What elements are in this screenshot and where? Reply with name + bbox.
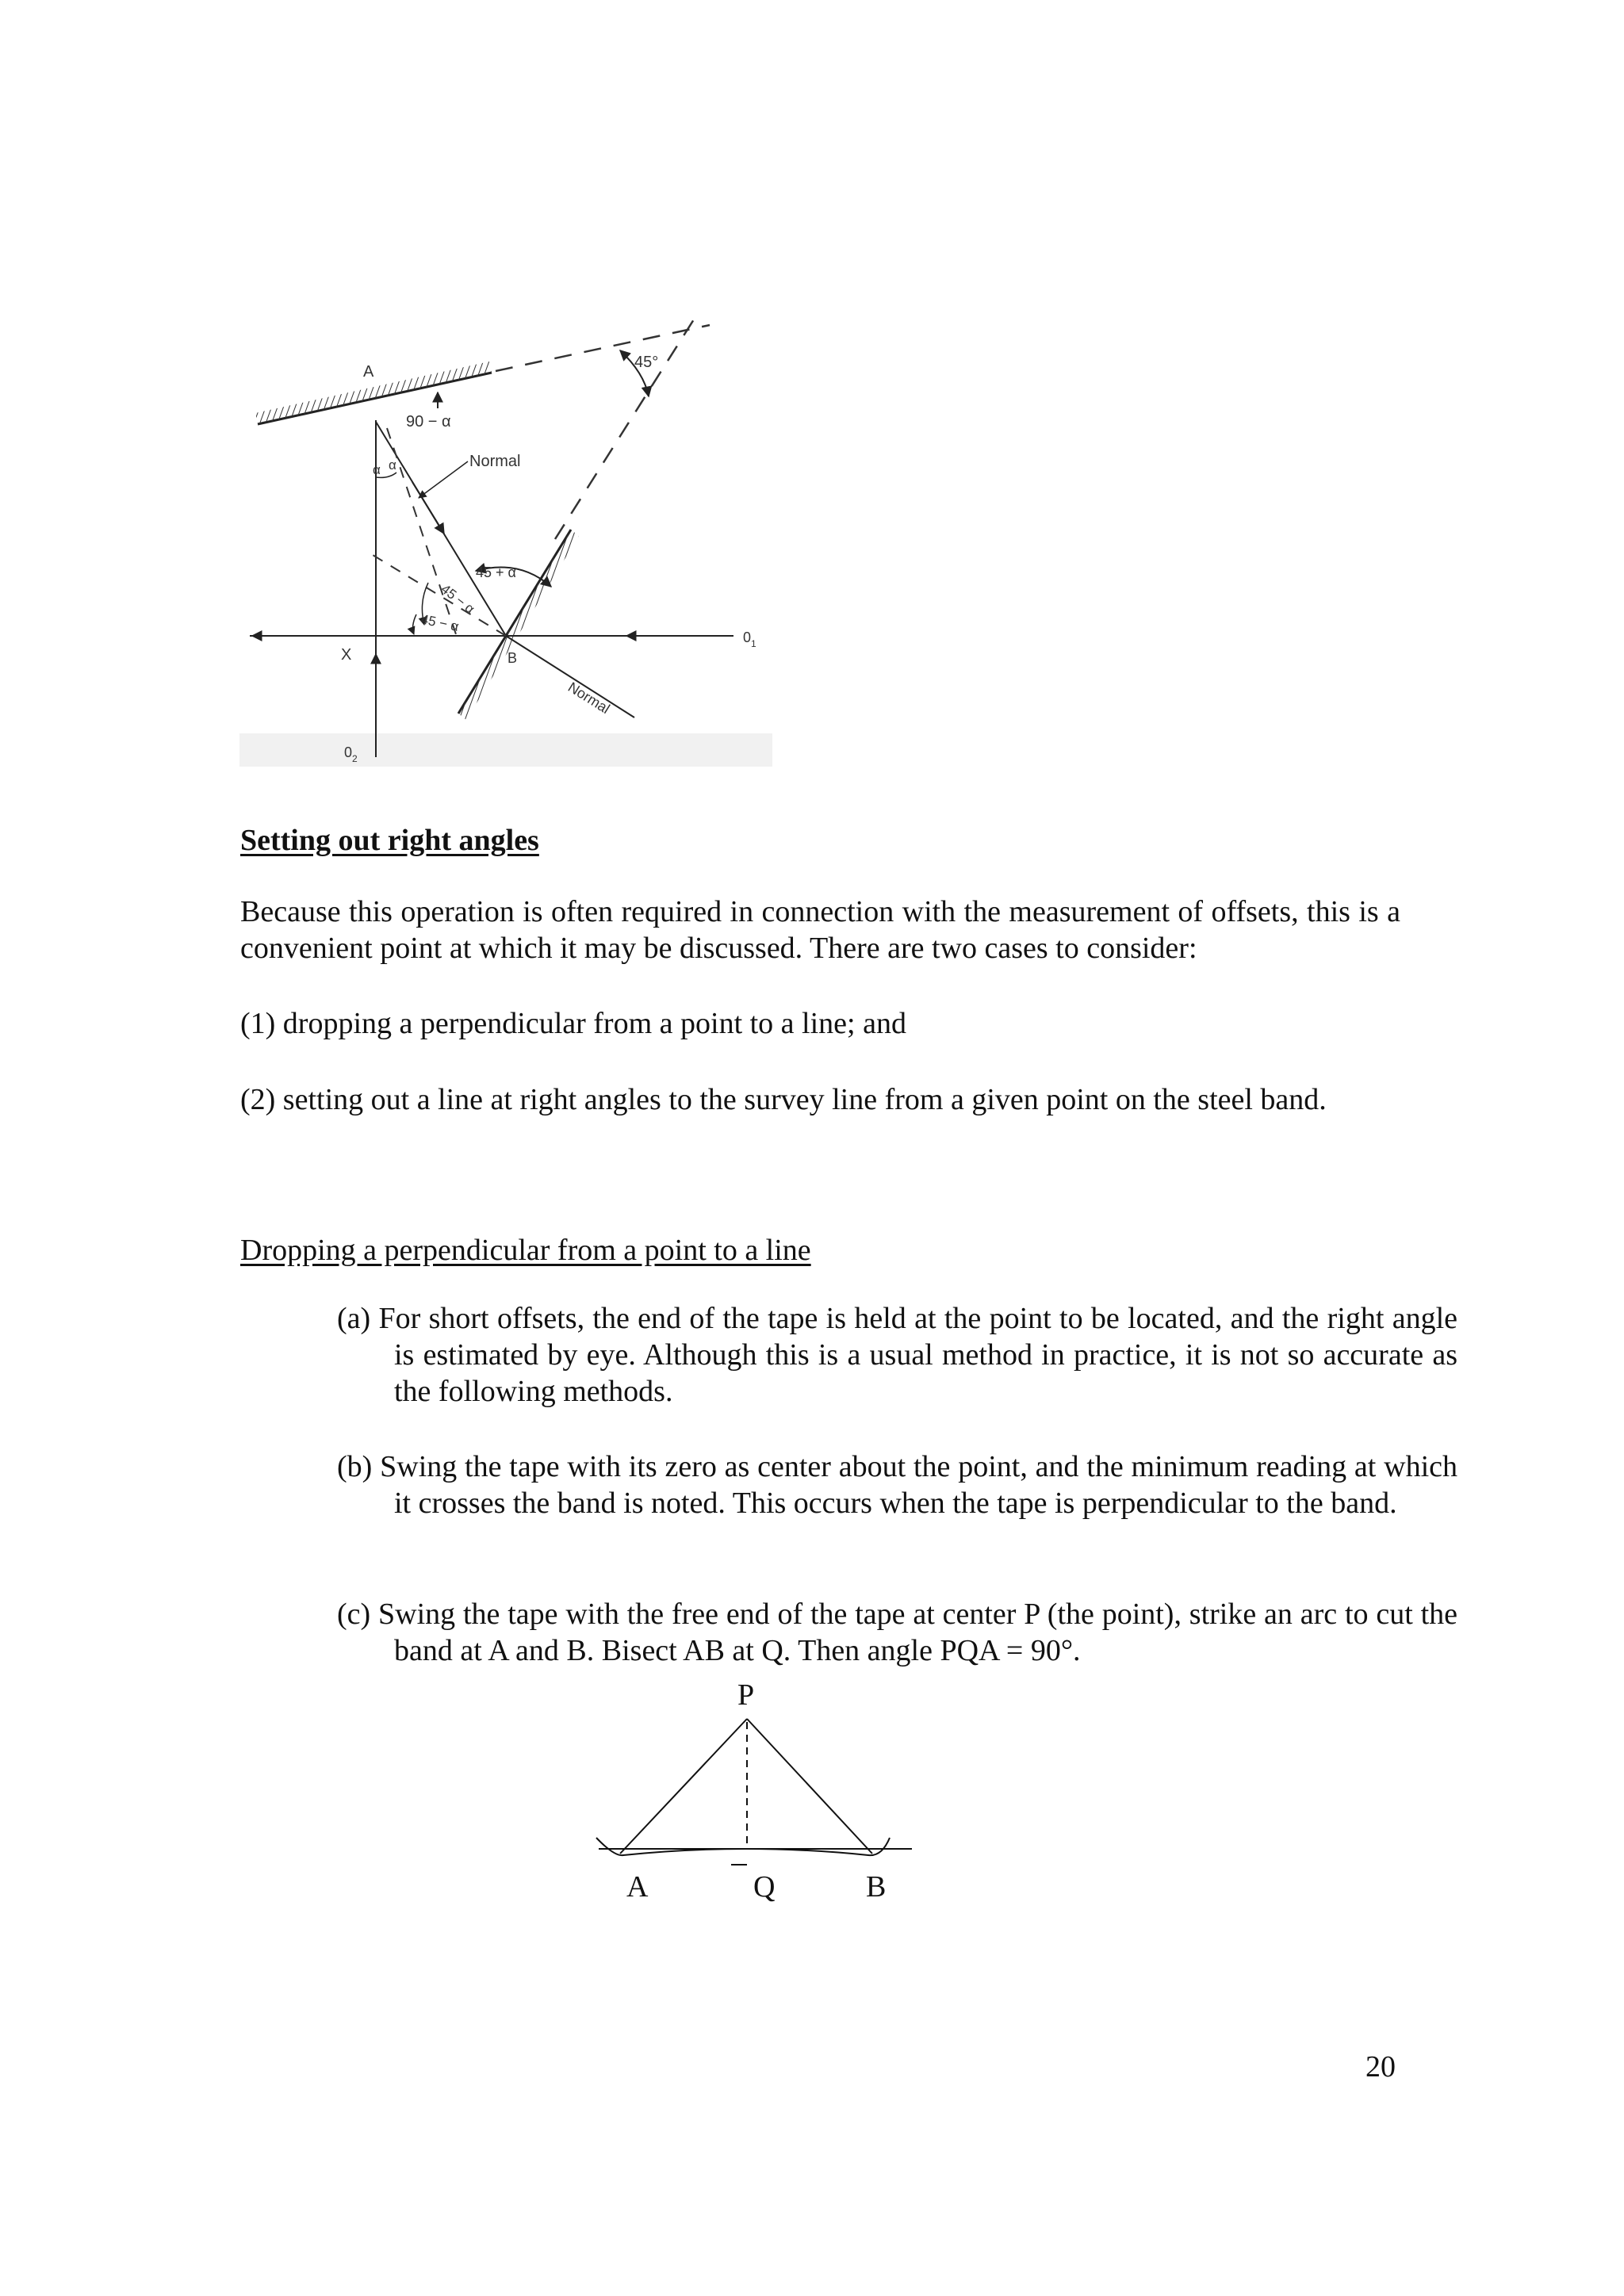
subsection-heading: Dropping a perpendicular from a point to a line xyxy=(240,1234,811,1267)
label-point-b: B xyxy=(508,650,518,666)
list-item-c: (c) Swing the tape with the free end of the tape at center P (the point), strike an arc to cut the band at A and B. Bisect AB at Q. Then angle PQA = 90°. xyxy=(337,1598,1457,1667)
mirror-bottom xyxy=(458,530,579,720)
line-pb xyxy=(747,1719,872,1854)
label-q: Q xyxy=(753,1870,776,1904)
mirror-extension-line xyxy=(496,325,710,371)
section-heading: Setting out right angles xyxy=(240,824,539,857)
arrow-ray xyxy=(412,482,444,534)
optical-square-diagram xyxy=(238,301,777,777)
label-normal-top: Normal xyxy=(469,453,521,470)
case-1: (1) dropping a perpendicular from a point to a line; and xyxy=(240,1007,906,1040)
normal-pointer xyxy=(419,461,468,498)
label-90-minus-alpha: 90 − α xyxy=(406,413,451,430)
scan-artifact xyxy=(239,733,772,767)
label-o2: $0_2$ xyxy=(344,744,358,764)
label-45-plus-alpha: 45 + α xyxy=(476,564,516,580)
label-normal-bottom: Normal xyxy=(565,679,613,718)
page-number: 20 xyxy=(1365,2050,1396,2084)
label-b: B xyxy=(866,1870,887,1904)
label-p: P xyxy=(737,1678,755,1712)
label-point-x: X xyxy=(341,646,352,664)
arc-cut xyxy=(596,1838,890,1855)
label-o1: $0_1$ xyxy=(743,629,756,649)
label-45: 45° xyxy=(634,354,659,371)
mirror2-extension-line xyxy=(555,313,698,539)
line-pa xyxy=(620,1719,747,1854)
label-alpha-right: α xyxy=(389,457,396,473)
intro-paragraph: Because this operation is often required in connection with the measurement of offsets, this is a convenient point at which it may be discussed. There are two cases to consider: xyxy=(240,895,1400,965)
label-point-a: A xyxy=(363,363,374,381)
normal-a-line xyxy=(387,428,456,634)
label-a: A xyxy=(626,1870,649,1904)
list-item-a: (a) For short offsets, the end of the tape is held at the point to be located, and the right angle is estimated by eye. Although this is a usual method in practice, it is not so accurate as the following methods. xyxy=(337,1302,1457,1408)
label-45-minus-alpha-lower: 45 − α xyxy=(419,611,461,634)
label-45-minus-alpha-upper: 45 − α xyxy=(438,581,478,617)
case-2: (2) setting out a line at right angles to the survey line from a given point on the steel band. xyxy=(240,1083,1327,1116)
label-alpha-left: α xyxy=(373,462,381,477)
list-item-b: (b) Swing the tape with its zero as center about the point, and the minimum reading at which it crosses the band is noted. This occurs when the tape is perpendicular to the band. xyxy=(337,1450,1457,1520)
normal-b-line xyxy=(506,636,634,718)
angle-45-minus-alpha-arc-lower xyxy=(413,614,416,634)
perpendicular-diagram xyxy=(571,1677,936,1907)
